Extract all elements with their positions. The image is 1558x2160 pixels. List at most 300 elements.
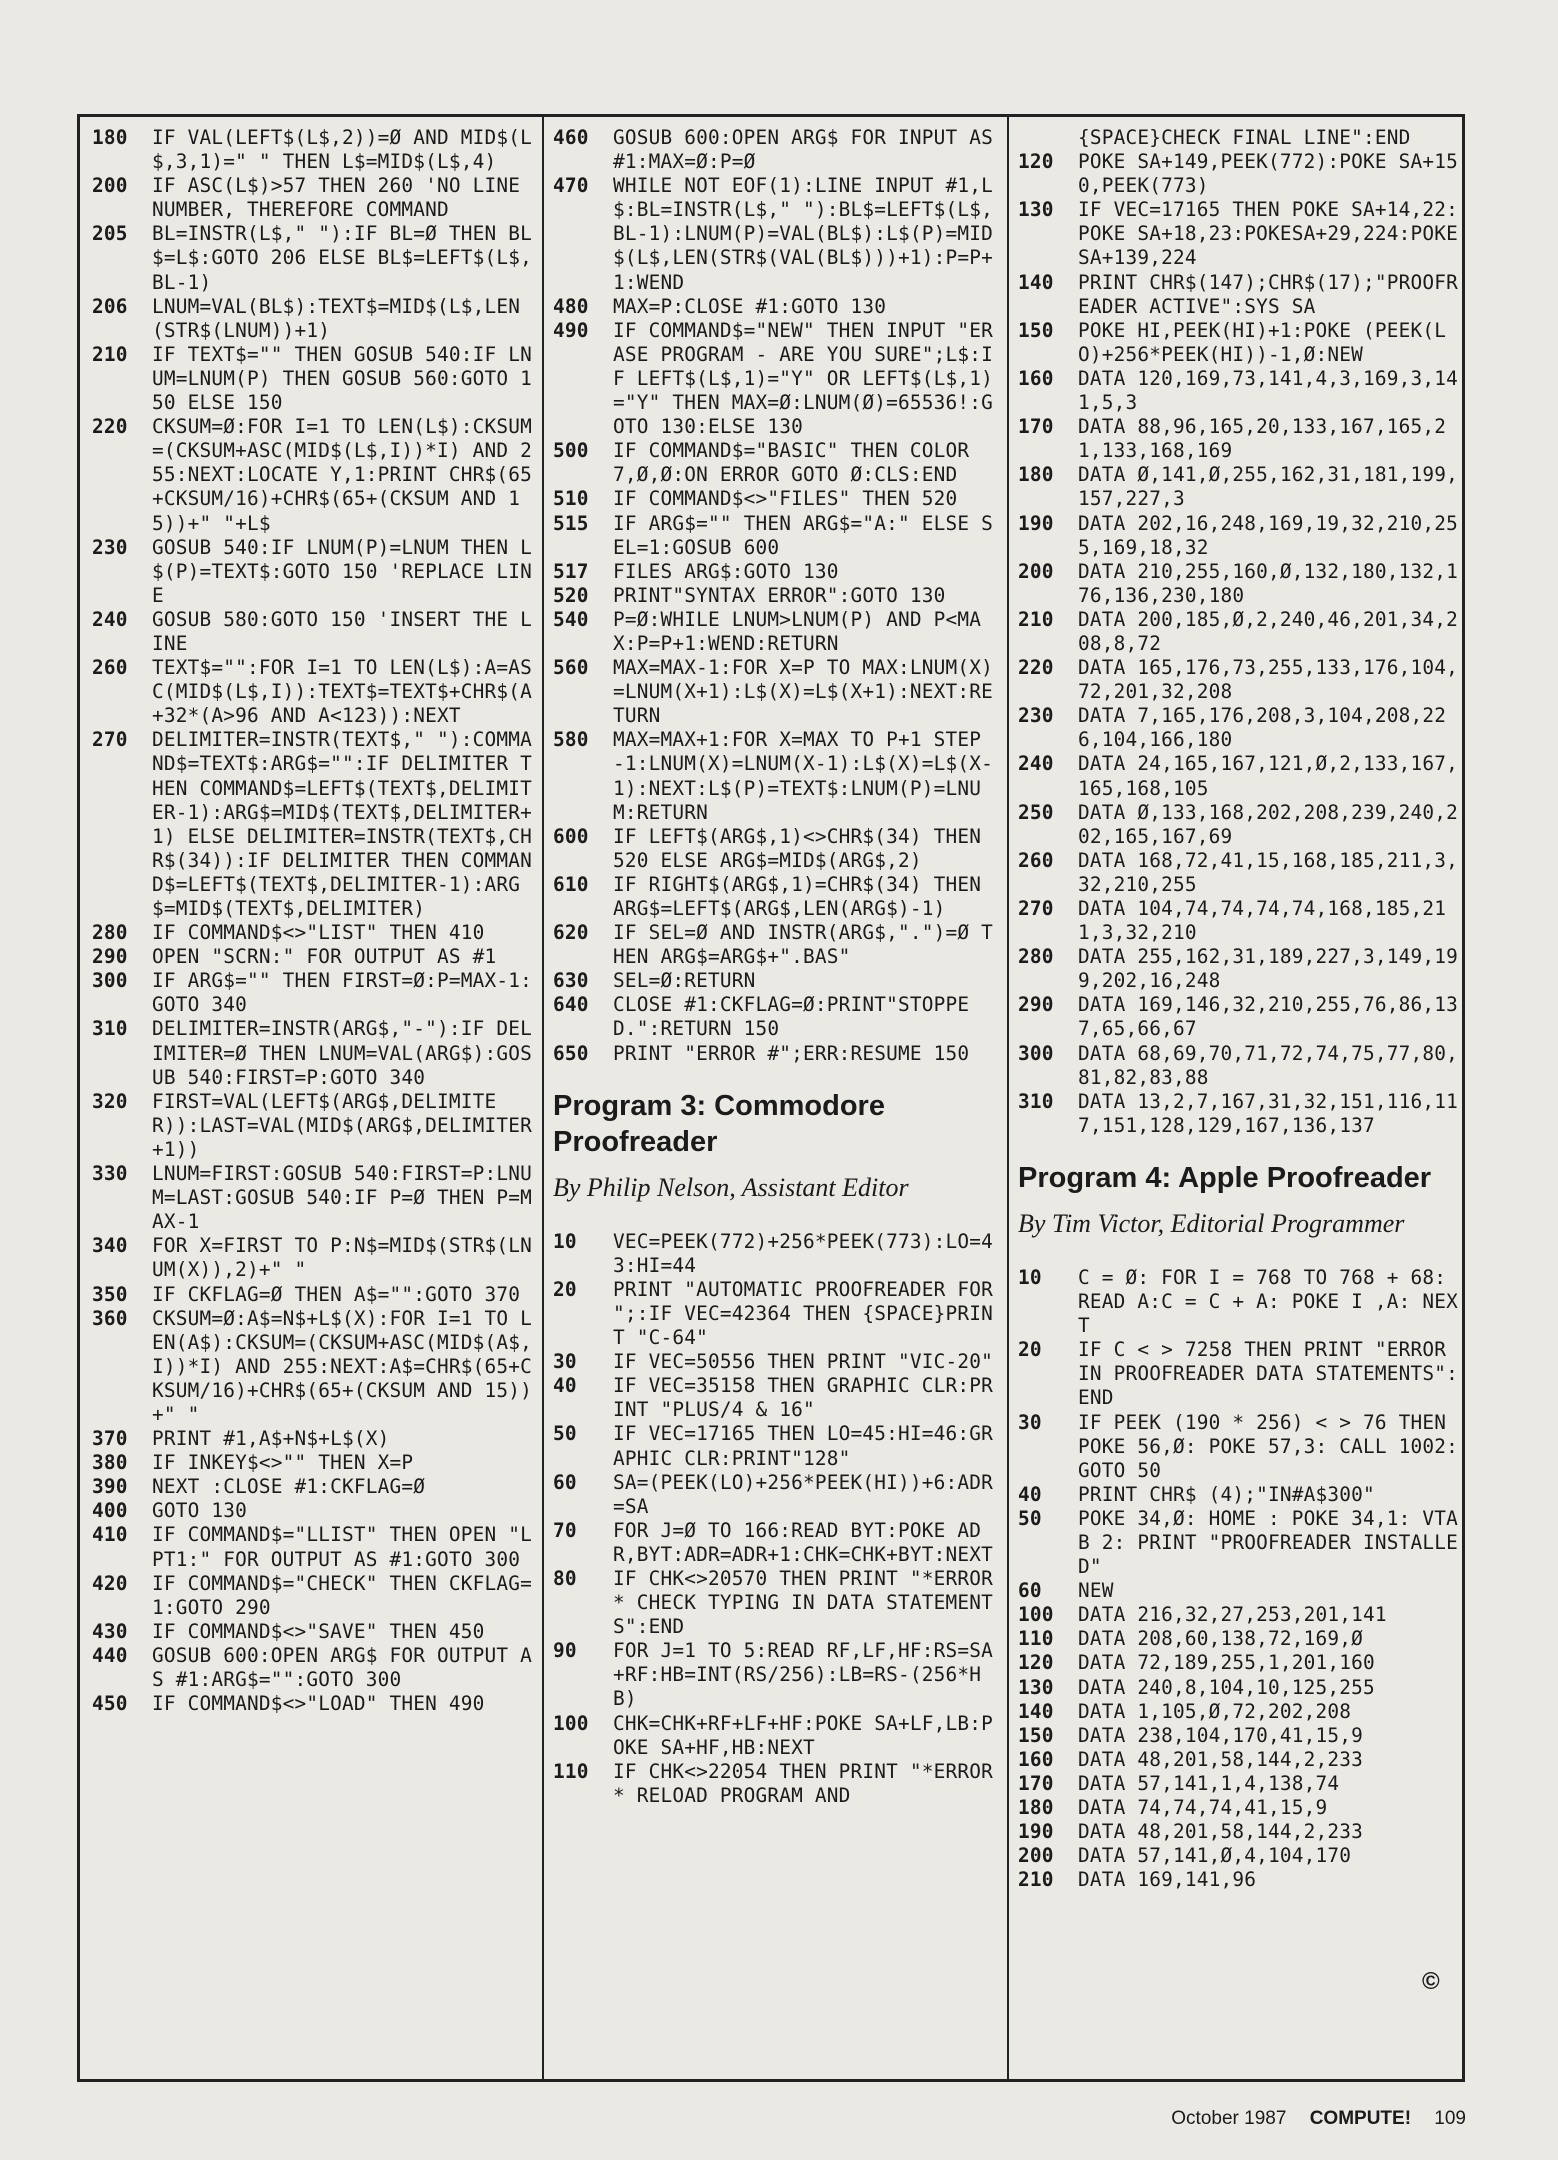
line-code: IF INKEY$<>"" THEN X=P (152, 1451, 414, 1475)
line-number: 620 (553, 921, 589, 945)
line-number: 240 (1018, 752, 1054, 776)
column-1 (92, 126, 532, 1716)
line-code: DATA 74,74,74,41,15,9 (1078, 1796, 1328, 1819)
line-number: 517 (553, 559, 589, 583)
code-line (92, 1090, 532, 1162)
program-3-byline: By Philip Nelson, Assistant Editor (553, 1172, 909, 1202)
code-line (553, 174, 995, 294)
code-line (553, 873, 995, 921)
line-number: 290 (1018, 993, 1054, 1017)
line-number: 300 (1018, 1041, 1054, 1065)
column-2 (553, 126, 1005, 1808)
code-line (92, 1499, 532, 1523)
line-code: IF ARG$="" THEN FIRST=Ø:P=MAX-1:GOTO 340 (152, 969, 532, 1017)
line-code: IF CHK<>22054 THEN PRINT "*ERROR* RELOAD PROGRAM AND (613, 1759, 993, 1807)
line-code: IF COMMAND$="NEW" THEN INPUT "ERASE PROGRAM - ARE YOU SURE";L$:IF LEFT$(L$,1)="Y" OR LEFT$(L$,1)="Y" THEN MAX=Ø:LNUM(Ø)=65536!:GOTO 130:ELSE 130 (613, 318, 993, 439)
code-line (1018, 849, 1460, 897)
line-number: 200 (1018, 1844, 1054, 1868)
code-line (1018, 1772, 1460, 1796)
code-line (92, 1644, 532, 1692)
line-number: 40 (1018, 1482, 1042, 1506)
line-number: 580 (553, 728, 589, 752)
line-number: 20 (553, 1277, 577, 1301)
code-line (553, 487, 995, 511)
line-code: FIRST=VAL(LEFT$(ARG$,DELIMITER)):LAST=VAL(MID$(ARG$,DELIMITER+1)) (152, 1089, 532, 1161)
line-number: 100 (553, 1711, 589, 1735)
line-code: DATA 72,189,255,1,201,160 (1078, 1651, 1375, 1675)
code-line (1018, 801, 1460, 849)
line-code: IF LEFT$(ARG$,1)<>CHR$(34) THEN 520 ELSE ARG$=MID$(ARG$,2) (613, 824, 993, 872)
line-code: DATA 169,146,32,210,255,76,86,137,65,66,67 (1078, 993, 1458, 1041)
code-line (92, 222, 532, 294)
code-line (553, 608, 995, 656)
line-code: IF COMMAND$<>"SAVE" THEN 450 (152, 1619, 485, 1643)
code-line (1018, 415, 1460, 463)
column-divider (1007, 117, 1009, 2080)
line-number: 560 (553, 656, 589, 680)
line-number: 280 (1018, 945, 1054, 969)
line-number: 130 (1018, 198, 1054, 222)
code-line (1018, 1266, 1460, 1338)
column-divider (542, 117, 544, 2080)
line-number: 460 (553, 126, 589, 149)
code-line (92, 174, 532, 222)
line-number: 260 (92, 656, 128, 680)
line-number: 470 (553, 174, 589, 198)
code-line (92, 1692, 532, 1716)
code-line (1018, 271, 1460, 319)
line-code: NEW (1078, 1579, 1114, 1603)
code-line (1018, 656, 1460, 704)
line-code: PRINT"SYNTAX ERROR":GOTO 130 (613, 583, 946, 607)
code-line (1018, 1700, 1460, 1724)
code-line (92, 1620, 532, 1644)
code-line (1018, 945, 1460, 993)
code-line (92, 969, 532, 1017)
line-number: 40 (553, 1374, 577, 1398)
line-code: FOR J=Ø TO 166:READ BYT:POKE ADR,BYT:ADR=ADR+1:CHK=CHK+BYT:NEXT (613, 1518, 993, 1566)
code-line (1018, 1748, 1460, 1772)
line-code: DATA 238,104,170,41,15,9 (1078, 1723, 1363, 1747)
code-line (553, 584, 995, 608)
footer-page-number: 109 (1434, 2108, 1466, 2129)
line-number: 60 (1018, 1579, 1042, 1603)
code-line (553, 512, 995, 560)
code-line (553, 969, 995, 993)
line-number: 10 (553, 1229, 577, 1253)
line-number: 310 (1018, 1089, 1054, 1113)
code-line (553, 921, 995, 969)
line-number: 110 (553, 1759, 589, 1783)
line-code: GOSUB 600:OPEN ARG$ FOR INPUT AS #1:MAX=Ø:P=Ø (613, 126, 1005, 174)
line-code: LNUM=VAL(BL$):TEXT$=MID$(L$,LEN(STR$(LNUM))+1) (152, 294, 521, 342)
code-line (92, 1234, 532, 1282)
code-line (553, 1230, 995, 1278)
line-code: PRINT CHR$(147);CHR$(17);"PROOFREADER ACTIVE":SYS SA (1078, 270, 1458, 318)
line-number: 440 (92, 1643, 128, 1667)
line-number: 480 (553, 294, 589, 318)
code-line (553, 1639, 995, 1711)
line-code: IF VEC=50556 THEN PRINT "VIC-20" (613, 1350, 993, 1374)
code-line (92, 656, 532, 728)
line-number: 520 (553, 583, 589, 607)
line-number: 500 (553, 439, 589, 463)
line-number: 30 (553, 1350, 577, 1374)
line-code: PRINT #1,A$+N$+L$(X) (152, 1427, 390, 1451)
line-number: 10 (1018, 1265, 1042, 1289)
code-line (553, 1374, 995, 1422)
line-number: 540 (553, 607, 589, 631)
line-number: 190 (1018, 1820, 1054, 1844)
line-code: IF C < > 7258 THEN PRINT "ERROR IN PROOFREADER DATA STATEMENTS": END (1078, 1338, 1470, 1410)
listing-lines (553, 1229, 1005, 1808)
code-line (92, 1283, 532, 1307)
line-number: 270 (1018, 897, 1054, 920)
line-code: IF VEC=35158 THEN GRAPHIC CLR:PRINT "PLUS/4 & 16" (613, 1374, 993, 1422)
page-footer (1171, 2108, 1466, 2130)
line-code: CKSUM=Ø:FOR I=1 TO LEN(L$):CKSUM=(CKSUM+ASC(MID$(L$,I))*I) AND 255:NEXT:LOCATE Y,1:PRINT CHR$(65+CKSUM/16)+CHR$(65+(CKSUM AND 15))+" "+L$ (152, 415, 532, 535)
line-number: 160 (1018, 1747, 1054, 1771)
line-number: 240 (92, 607, 128, 631)
line-code: POKE HI,PEEK(HI)+1:POKE (PEEK(LO)+256*PEEK(HI))-1,Ø:NEW (1078, 318, 1447, 366)
line-number: 210 (92, 342, 128, 366)
line-number: 450 (92, 1692, 128, 1716)
line-number: 206 (92, 294, 128, 318)
line-code: WHILE NOT EOF(1):LINE INPUT #1,L$:BL=INSTR(L$," "):BL$=LEFT$(L$,BL-1):LNUM(P)=VAL(BL$):L$(P)=MID$(L$,LEN(STR$(VAL(BL$)))+1):P=P+1:WEND (613, 174, 993, 294)
listing-line-continuation: {SPACE}CHECK FINAL LINE":END (1078, 126, 1411, 149)
code-line (92, 1427, 532, 1451)
line-number: 180 (1018, 463, 1054, 487)
code-line (1018, 1796, 1460, 1820)
line-code: IF VEC=17165 THEN LO=45:HI=46:GRAPHIC CLR:PRINT"128" (613, 1422, 993, 1470)
code-line (92, 1572, 532, 1620)
line-code: IF COMMAND$<>"LOAD" THEN 490 (152, 1692, 485, 1716)
line-number: 170 (1018, 1771, 1054, 1795)
code-line (553, 825, 995, 873)
line-code: DELIMITER=INSTR(ARG$,"-"):IF DELIMITER=Ø THEN LNUM=VAL(ARG$):GOSUB 540:FIRST=P:GOTO 340 (152, 1017, 532, 1089)
line-number: 180 (92, 126, 128, 149)
line-code: DATA 169,141,96 (1078, 1868, 1257, 1892)
code-line (1018, 704, 1460, 752)
code-line (553, 1519, 995, 1567)
line-code: GOTO 130 (152, 1499, 247, 1523)
copyright-mark: © (1422, 1968, 1440, 1995)
line-code: IF COMMAND$="BASIC" THEN COLOR 7,Ø,Ø:ON ERROR GOTO Ø:CLS:END (613, 439, 982, 487)
line-number: 140 (1018, 1699, 1054, 1723)
code-line (553, 1471, 995, 1519)
line-code: SEL=Ø:RETURN (613, 969, 756, 993)
line-number: 200 (1018, 559, 1054, 583)
code-line (92, 415, 532, 535)
line-number: 210 (1018, 607, 1054, 631)
line-code: DATA 200,185,Ø,2,240,46,201,34,208,8,72 (1078, 607, 1458, 655)
code-line (553, 1712, 995, 1760)
line-code: IF CKFLAG=Ø THEN A$="":GOTO 370 (152, 1282, 521, 1306)
code-line (553, 1422, 995, 1470)
code-line (92, 1162, 532, 1234)
line-code: GOSUB 600:OPEN ARG$ FOR OUTPUT AS #1:ARG$="":GOTO 300 (152, 1643, 532, 1691)
code-line (92, 1017, 532, 1089)
line-number: 50 (553, 1422, 577, 1446)
line-code: FILES ARG$:GOTO 130 (613, 559, 839, 583)
column-3 (1018, 126, 1470, 1892)
code-line (553, 126, 1005, 174)
line-code: OPEN "SCRN:" FOR OUTPUT AS #1 (152, 945, 497, 969)
line-number: 90 (553, 1639, 577, 1663)
line-number: 600 (553, 824, 589, 848)
line-number: 350 (92, 1282, 128, 1306)
line-code: DATA 120,169,73,141,4,3,169,3,141,5,3 (1078, 366, 1458, 415)
line-code: SA=(PEEK(LO)+256*PEEK(HI))+6:ADR=SA (613, 1470, 993, 1518)
line-number: 310 (92, 1017, 128, 1041)
line-code: DATA 68,69,70,71,72,74,75,77,80,81,82,83,88 (1078, 1041, 1458, 1089)
line-code: POKE 34,Ø: HOME : POKE 34,1: VTAB 2: PRINT "PROOFREADER INSTALLED" (1078, 1506, 1458, 1579)
line-code: CKSUM=Ø:A$=N$+L$(X):FOR I=1 TO LEN(A$):CKSUM=(CKSUM+ASC(MID$(A$,I))*I) AND 255:NEXT:A$=CHR$(65+CKSUM/16)+CHR$(65+(CKSUM AND 15))+" " (152, 1306, 532, 1426)
line-code: IF COMMAND$="LLIST" THEN OPEN "LPT1:" FOR OUTPUT AS #1:GOTO 300 (152, 1523, 532, 1571)
line-number: 250 (1018, 800, 1054, 824)
code-line (92, 728, 532, 921)
code-line (553, 319, 995, 439)
line-code: IF CHK<>20570 THEN PRINT "*ERROR* CHECK TYPING IN DATA STATEMENTS":END (613, 1566, 993, 1639)
line-code: FOR X=FIRST TO P:N$=MID$(STR$(LNUM(X)),2)+" " (152, 1234, 532, 1282)
code-line (92, 1523, 532, 1571)
line-number: 130 (1018, 1675, 1054, 1699)
line-code: CHK=CHK+RF+LF+HF:POKE SA+LF,LB:POKE SA+HF,HB:NEXT (613, 1711, 993, 1759)
line-number: 180 (1018, 1796, 1054, 1819)
line-code: IF COMMAND$<>"LIST" THEN 410 (152, 921, 485, 945)
line-code: DATA 7,165,176,208,3,104,208,226,104,166,180 (1078, 704, 1447, 752)
line-number: 360 (92, 1306, 128, 1330)
line-code: DATA 48,201,58,144,2,233 (1078, 1820, 1363, 1844)
line-number: 230 (1018, 704, 1054, 728)
line-code: DATA Ø,133,168,202,208,239,240,202,165,167,69 (1078, 800, 1458, 848)
line-code: IF RIGHT$(ARG$,1)=CHR$(34) THEN ARG$=LEFT$(ARG$,LEN(ARG$)-1) (613, 872, 993, 920)
code-line (1018, 1483, 1460, 1507)
code-line (1018, 1627, 1460, 1651)
line-number: 280 (92, 921, 128, 945)
line-number: 260 (1018, 848, 1054, 872)
line-code: DATA 165,176,73,255,133,176,104,72,201,32,208 (1078, 656, 1458, 704)
code-line (1018, 1844, 1460, 1868)
line-code: PRINT "AUTOMATIC PROOFREADER FOR ";:IF VEC=42364 THEN {SPACE}PRINT "C-64" (613, 1277, 1005, 1350)
line-number: 150 (1018, 318, 1054, 342)
code-line (1018, 560, 1460, 608)
line-number: 220 (1018, 656, 1054, 680)
code-line (553, 656, 995, 728)
code-line (1018, 608, 1460, 656)
line-number: 340 (92, 1234, 128, 1258)
line-number: 300 (92, 969, 128, 993)
program-4-byline: By Tim Victor, Editorial Programmer (1018, 1208, 1405, 1238)
code-line (553, 993, 995, 1041)
line-code: IF PEEK (190 * 256) < > 76 THEN POKE 56,Ø: POKE 57,3: CALL 1002: GOTO 50 (1078, 1410, 1470, 1482)
line-code: C = Ø: FOR I = 768 TO 768 + 68: READ A:C = C + A: POKE I ,A: NEXT (1078, 1265, 1458, 1338)
code-line (553, 295, 995, 319)
line-code: DATA 57,141,1,4,138,74 (1078, 1771, 1340, 1795)
line-code: MAX=MAX-1:FOR X=P TO MAX:LNUM(X)=LNUM(X+1):L$(X)=L$(X+1):NEXT:RETURN (613, 656, 993, 728)
code-line (1018, 1579, 1460, 1603)
line-code: DATA Ø,141,Ø,255,162,31,181,199,157,227,3 (1078, 463, 1458, 511)
line-number: 170 (1018, 415, 1054, 439)
line-code: DELIMITER=INSTR(TEXT$," "):COMMAND$=TEXT$:ARG$="":IF DELIMITER THEN COMMAND$=LEFT$(TEXT$,DELIMITER-1):ARG$=MID$(TEXT$,DELIMITER+1) ELSE DELIMITER=INSTR(TEXT$,CHR$(34)):IF DELIMITER THEN COMMAND$=LEFT$(TEXT$,DELIMITER-1):ARG$=MID$(TEXT$,DELIMITER) (152, 728, 532, 920)
code-line (1018, 1676, 1460, 1700)
code-line (1018, 993, 1460, 1041)
code-line (92, 1307, 532, 1427)
line-number: 160 (1018, 366, 1054, 390)
line-number: 610 (553, 872, 589, 896)
line-code: GOSUB 580:GOTO 150 'INSERT THE LINE (152, 607, 532, 655)
line-number: 230 (92, 535, 128, 559)
line-number: 400 (92, 1499, 128, 1523)
line-code: DATA 13,2,7,167,31,32,151,116,117,151,128,129,167,136,137 (1078, 1089, 1458, 1137)
line-code: FOR J=1 TO 5:READ RF,LF,HF:RS=SA+RF:HB=INT(RS/256):LB=RS-(256*HB) (613, 1639, 993, 1711)
line-number: 50 (1018, 1506, 1042, 1530)
line-number: 370 (92, 1427, 128, 1451)
program-3-title: Program 3: Commodore Proofreader (553, 1089, 885, 1158)
line-code: DATA 24,165,167,121,Ø,2,133,167,165,168,105 (1078, 752, 1458, 800)
line-number: 380 (92, 1451, 128, 1475)
code-line (1018, 1868, 1460, 1892)
line-number: 430 (92, 1619, 128, 1643)
line-code: GOSUB 540:IF LNUM(P)=LNUM THEN L$(P)=TEXT$:GOTO 150 'REPLACE LINE (152, 535, 532, 607)
line-number: 120 (1018, 1651, 1054, 1675)
line-number: 30 (1018, 1410, 1042, 1434)
line-number: 100 (1018, 1603, 1054, 1627)
code-line (553, 1567, 995, 1639)
line-code: CLOSE #1:CKFLAG=Ø:PRINT"STOPPED.":RETURN 150 (613, 993, 970, 1041)
listing-lines (92, 126, 532, 1716)
line-code: DATA 88,96,165,20,133,167,165,21,133,168,169 (1078, 415, 1447, 463)
line-code: P=Ø:WHILE LNUM>LNUM(P) AND P<MAX:P=P+1:WEND:RETURN (613, 607, 982, 655)
program-4-title: Program 4: Apple Proofreader (1018, 1161, 1432, 1194)
line-code: DATA 48,201,58,144,2,233 (1078, 1747, 1363, 1771)
line-code: DATA 202,16,248,169,19,32,210,255,169,18,32 (1078, 511, 1458, 559)
line-code: VEC=PEEK(772)+256*PEEK(773):LO=43:HI=44 (613, 1229, 993, 1277)
line-code: IF TEXT$="" THEN GOSUB 540:IF LNUM=LNUM(P) THEN GOSUB 560:GOTO 150 ELSE 150 (152, 342, 532, 415)
line-number: 510 (553, 487, 589, 511)
line-number: 410 (92, 1523, 128, 1547)
line-code: DATA 57,141,Ø,4,104,170 (1078, 1844, 1352, 1868)
line-number: 220 (92, 415, 128, 439)
line-number: 20 (1018, 1338, 1042, 1362)
code-line (92, 1475, 532, 1499)
line-number: 320 (92, 1089, 128, 1113)
code-line (553, 1042, 995, 1066)
line-number: 290 (92, 945, 128, 969)
code-line (92, 343, 532, 415)
line-code: DATA 255,162,31,189,227,3,149,199,202,16,248 (1078, 945, 1458, 993)
code-line (1018, 150, 1460, 198)
code-line (1018, 319, 1460, 367)
code-line (553, 1760, 995, 1808)
listing-lines (1018, 150, 1460, 1138)
line-number: 640 (553, 993, 589, 1017)
line-number: 270 (92, 728, 128, 752)
code-line (1018, 1338, 1470, 1410)
code-line (92, 921, 532, 945)
code-line (92, 126, 532, 174)
footer-date: October 1987 (1171, 2108, 1287, 2129)
code-line (1018, 367, 1460, 415)
line-code: LNUM=FIRST:GOSUB 540:FIRST=P:LNUM=LAST:GOSUB 540:IF P=Ø THEN P=MAX-1 (152, 1162, 532, 1234)
line-number: 515 (553, 511, 589, 535)
code-line (92, 295, 532, 343)
code-line (1018, 1724, 1460, 1748)
code-line (553, 1277, 1005, 1350)
code-line (92, 945, 532, 969)
line-number: 490 (553, 318, 589, 342)
line-code: DATA 216,32,27,253,201,141 (1078, 1603, 1387, 1627)
line-code: IF VAL(LEFT$(L$,2))=Ø AND MID$(L$,3,1)=" " THEN L$=MID$(L$,4) (152, 126, 532, 174)
line-code: DATA 240,8,104,10,125,255 (1078, 1675, 1375, 1699)
line-number: 200 (92, 174, 128, 198)
line-number: 390 (92, 1475, 128, 1499)
code-line (92, 1451, 532, 1475)
line-number: 210 (1018, 1868, 1054, 1892)
code-line (553, 560, 995, 584)
line-code: DATA 1,105,Ø,72,202,208 (1078, 1699, 1352, 1723)
line-number: 120 (1018, 150, 1054, 174)
line-number: 420 (92, 1571, 128, 1595)
line-number: 140 (1018, 270, 1054, 294)
code-line (1018, 198, 1460, 270)
line-number: 70 (553, 1518, 577, 1542)
line-number: 630 (553, 969, 589, 993)
line-code: DATA 208,60,138,72,169,Ø (1078, 1627, 1363, 1651)
code-line (1018, 1507, 1460, 1579)
code-line (553, 728, 995, 824)
line-number: 190 (1018, 511, 1054, 535)
code-line (92, 536, 532, 608)
line-code: MAX=MAX+1:FOR X=MAX TO P+1 STEP -1:LNUM(X)=LNUM(X-1):L$(X)=L$(X-1):NEXT:L$(P)=TEXT$:LNUM(P)=LNUM:RETURN (613, 728, 993, 824)
code-line (92, 608, 532, 656)
code-line (1018, 752, 1460, 800)
line-code: DATA 210,255,160,Ø,132,180,132,176,136,230,180 (1078, 559, 1458, 607)
code-line (1018, 463, 1460, 511)
code-line (1018, 512, 1460, 560)
code-line (1018, 1603, 1460, 1627)
code-line (1018, 1042, 1460, 1090)
line-code: IF COMMAND$<>"FILES" THEN 520 (613, 487, 958, 511)
code-line (1018, 1090, 1460, 1138)
line-code: IF SEL=Ø AND INSTR(ARG$,".")=Ø THEN ARG$=ARG$+".BAS" (613, 921, 993, 969)
line-code: IF VEC=17165 THEN POKE SA+14,22:POKE SA+18,23:POKESA+29,224:POKESA+139,224 (1078, 198, 1458, 270)
line-code: PRINT CHR$ (4);"IN#A$300" (1078, 1482, 1375, 1506)
line-code: DATA 168,72,41,15,168,185,211,3,32,210,255 (1078, 848, 1458, 896)
listing-lines (553, 126, 1005, 1066)
listing-lines (1018, 1265, 1470, 1892)
line-code: MAX=P:CLOSE #1:GOTO 130 (613, 294, 887, 318)
line-number: 80 (553, 1566, 577, 1590)
line-code: IF COMMAND$="CHECK" THEN CKFLAG=1:GOTO 290 (152, 1571, 532, 1619)
code-line (553, 439, 995, 487)
line-code: POKE SA+149,PEEK(772):POKE SA+150,PEEK(773) (1078, 150, 1458, 198)
line-code: PRINT "ERROR #";ERR:RESUME 150 (613, 1041, 970, 1065)
code-line (1018, 1410, 1470, 1483)
line-code: TEXT$="":FOR I=1 TO LEN(L$):A=ASC(MID$(L$,I)):TEXT$=TEXT$+CHR$(A+32*(A>96 AND A<123)):NEXT (152, 656, 532, 728)
line-code: NEXT :CLOSE #1:CKFLAG=Ø (152, 1475, 426, 1499)
footer-magazine: COMPUTE! (1309, 2108, 1412, 2129)
line-number: 60 (553, 1470, 577, 1494)
line-number: 650 (553, 1041, 589, 1065)
code-line (1018, 1651, 1460, 1675)
code-line (1018, 1820, 1460, 1844)
line-number: 205 (92, 222, 128, 246)
code-line (553, 1350, 995, 1374)
line-code: IF ARG$="" THEN ARG$="A:" ELSE SEL=1:GOSUB 600 (613, 511, 993, 559)
line-number: 330 (92, 1162, 128, 1186)
line-code: IF ASC(L$)>57 THEN 260 'NO LINE NUMBER, THEREFORE COMMAND (152, 174, 532, 222)
